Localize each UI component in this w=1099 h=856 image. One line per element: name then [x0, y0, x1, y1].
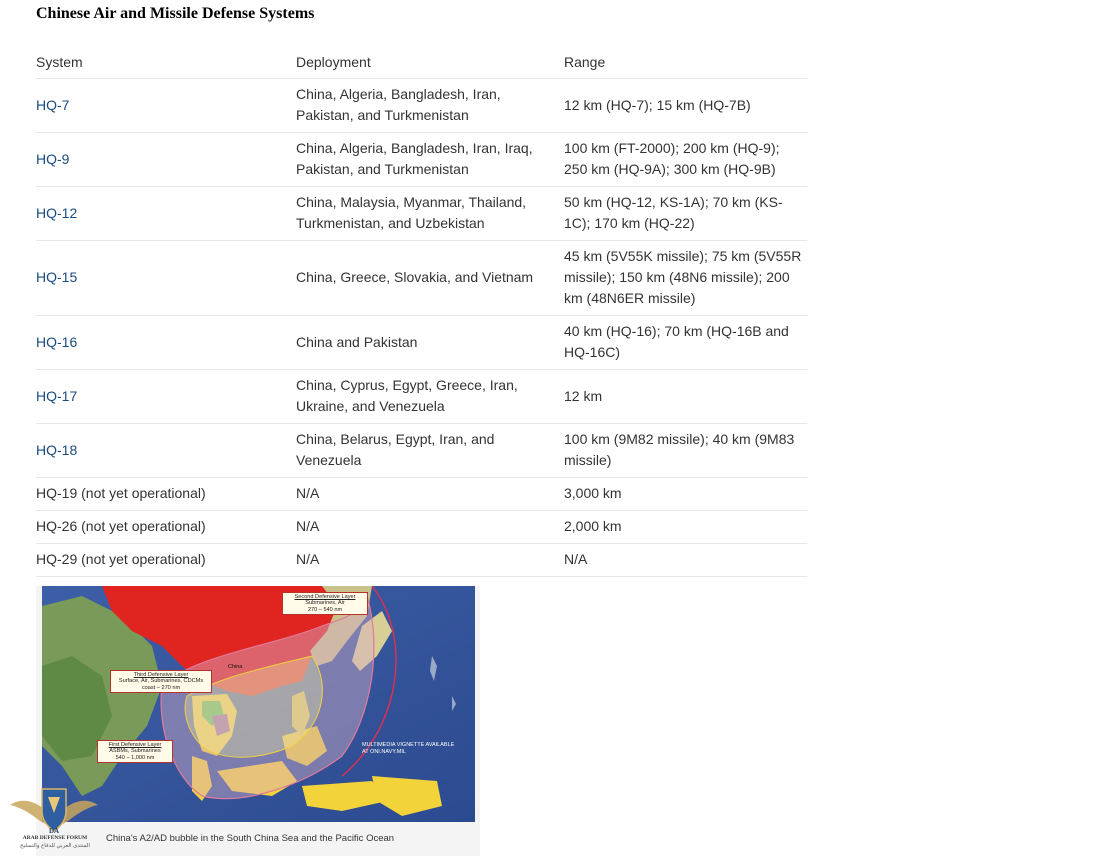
- first-layer-line2: 540 – 1,000 nm: [115, 754, 155, 761]
- system-link-hq-17[interactable]: HQ-17: [36, 387, 78, 404]
- forum-watermark-logo: [8, 783, 100, 856]
- multimedia-url-label: AT ONI.NAVY.MIL: [362, 749, 406, 755]
- map-graphic: [42, 586, 475, 822]
- china-label: China: [228, 664, 243, 670]
- table-row: [36, 79, 807, 133]
- deployment-cell: China and Pakistan: [296, 316, 564, 370]
- table-row: [36, 424, 807, 478]
- table-row: [36, 478, 807, 511]
- range-cell: 3,000 km: [564, 478, 807, 511]
- system-link-hq-18[interactable]: HQ-18: [36, 441, 78, 458]
- header-range: Range: [564, 46, 807, 79]
- first-layer-line1: ASBMs, Submarines: [109, 748, 161, 755]
- deployment-cell: China, Algeria, Bangladesh, Iran, Iraq, Pakistan, and Turkmenistan: [296, 133, 564, 187]
- range-cell: 100 km (9M82 missile); 40 km (9M83 missile): [564, 424, 807, 478]
- deployment-cell: China, Algeria, Bangladesh, Iran, Pakistan, and Turkmenistan: [296, 79, 564, 133]
- figure: [36, 586, 480, 856]
- watermark-subtitle: المنتدى العربي للدفاع والتسليح: [20, 843, 90, 849]
- systems-table: [36, 46, 807, 577]
- watermark-title: ARAB DEFENSE FORUM: [22, 835, 88, 841]
- second-layer-title: Second Defensive Layer: [294, 594, 356, 600]
- first-layer-title: First Defensive Layer: [108, 742, 162, 748]
- a2ad-map-image[interactable]: [42, 586, 475, 822]
- range-cell: 40 km (HQ-16); 70 km (HQ-16B and HQ-16C): [564, 316, 807, 370]
- third-layer-title: Third Defensive Layer: [133, 672, 189, 678]
- table-row: [36, 370, 807, 424]
- range-cell: N/A: [564, 544, 807, 577]
- third-layer-line2: coast – 270 nm: [141, 684, 181, 691]
- multimedia-label: MULTIMEDIA VIGNETTE AVAILABLE: [362, 742, 455, 748]
- range-cell: 12 km (HQ-7); 15 km (HQ-7B): [564, 79, 807, 133]
- system-cell: HQ-29 (not yet operational): [36, 544, 296, 577]
- header-deployment: Deployment: [296, 46, 564, 79]
- figure-caption: China's A2/AD bubble in the South China Sea and the Pacific Ocean: [106, 833, 395, 844]
- second-layer-line1: Submarines, Air: [305, 600, 345, 607]
- table-row: [36, 133, 807, 187]
- page-title: Chinese Air and Missile Defense Systems: [36, 5, 315, 22]
- table-header-row: [36, 46, 807, 79]
- third-layer-line1: Surface, Air, Submarines, CDCMs: [118, 678, 204, 685]
- system-link-hq-15[interactable]: HQ-15: [36, 269, 78, 285]
- range-cell: 100 km (FT-2000); 200 km (HQ-9); 250 km (HQ-9A); 300 km (HQ-9B): [564, 133, 807, 187]
- deployment-cell: China, Malaysia, Myanmar, Thailand, Turkmenistan, and Uzbekistan: [296, 187, 564, 241]
- system-link-hq-9[interactable]: HQ-9: [36, 150, 70, 167]
- table-row: [36, 187, 807, 241]
- second-layer-line2: 270 – 540 nm: [307, 606, 343, 613]
- range-cell: 45 km (5V55K missile); 75 km (5V55R missile); 150 km (48N6 missile); 200 km (48N6ER missile): [564, 241, 807, 316]
- second-layer-label: [282, 592, 368, 615]
- eagle-shield-icon: [8, 783, 100, 837]
- system-cell: HQ-26 (not yet operational): [36, 511, 296, 544]
- deployment-cell: N/A: [296, 478, 564, 511]
- system-link-hq-7[interactable]: HQ-7: [36, 96, 70, 113]
- deployment-cell: N/A: [296, 544, 564, 577]
- table-row: [36, 544, 807, 577]
- system-cell: HQ-19 (not yet operational): [36, 478, 296, 511]
- deployment-cell: China, Greece, Slovakia, and Vietnam: [296, 241, 564, 316]
- deployment-cell: China, Cyprus, Egypt, Greece, Iran, Ukraine, and Venezuela: [296, 370, 564, 424]
- system-link-hq-12[interactable]: HQ-12: [36, 204, 78, 221]
- table-row: [36, 241, 807, 316]
- header-system: System: [36, 46, 296, 79]
- range-cell: 2,000 km: [564, 511, 807, 544]
- third-layer-label: [110, 670, 212, 693]
- deployment-cell: China, Belarus, Egypt, Iran, and Venezuela: [296, 424, 564, 478]
- first-layer-label: [97, 740, 173, 763]
- table-row: [36, 316, 807, 370]
- range-cell: 12 km: [564, 370, 807, 424]
- system-link-hq-16[interactable]: HQ-16: [36, 333, 78, 350]
- range-cell: 50 km (HQ-12, KS-1A); 70 km (KS-1C); 170 km (HQ-22): [564, 187, 807, 241]
- deployment-cell: N/A: [296, 511, 564, 544]
- table-row: [36, 511, 807, 544]
- svg-text:DA: DA: [48, 827, 60, 835]
